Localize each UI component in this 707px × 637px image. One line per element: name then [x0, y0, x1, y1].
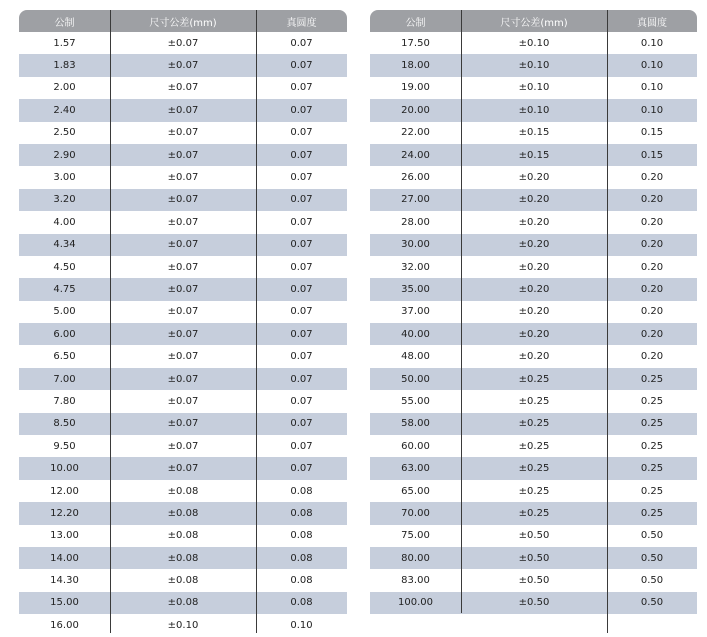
cell-nominal: 22.00	[401, 127, 430, 139]
cell-nominal: 35.00	[401, 283, 430, 295]
cell-tolerance: ±0.07	[167, 283, 199, 295]
cell-tolerance: ±0.20	[518, 283, 550, 295]
cell-roundness: 0.50	[640, 552, 664, 564]
cell-nominal: 75.00	[401, 530, 430, 542]
cell-nominal: 1.57	[53, 37, 76, 49]
cell-roundness: 0.08	[290, 552, 313, 564]
cell-roundness: 0.10	[640, 104, 664, 116]
cell-nominal: 9.50	[53, 440, 76, 452]
cell-roundness: 0.07	[290, 216, 313, 228]
cell-nominal: 19.00	[401, 82, 430, 94]
cell-roundness: 0.20	[640, 216, 664, 228]
cell-nominal: 26.00	[401, 172, 430, 184]
cell-tolerance: ±0.20	[518, 239, 550, 251]
header-nominal: 公制	[405, 17, 426, 29]
table-row	[19, 480, 347, 502]
tolerance-table-right	[370, 10, 697, 614]
table-row	[370, 413, 697, 435]
cell-roundness: 0.15	[640, 127, 664, 139]
cell-nominal: 65.00	[401, 485, 430, 497]
cell-tolerance: ±0.07	[167, 351, 199, 363]
cell-nominal: 63.00	[401, 463, 430, 475]
cell-roundness: 0.20	[640, 306, 664, 318]
cell-nominal: 27.00	[401, 194, 430, 206]
table-body	[370, 32, 697, 614]
cell-tolerance: ±0.07	[167, 60, 199, 72]
cell-tolerance: ±0.08	[167, 485, 199, 497]
cell-nominal: 4.75	[53, 283, 76, 295]
cell-tolerance: ±0.25	[518, 485, 550, 497]
cell-tolerance: ±0.20	[518, 172, 550, 184]
cell-roundness: 0.07	[290, 440, 313, 452]
cell-tolerance: ±0.15	[518, 149, 550, 161]
table-row	[370, 278, 697, 300]
table-row	[19, 592, 347, 614]
cell-tolerance: ±0.20	[518, 261, 550, 273]
table-row	[370, 144, 697, 166]
cell-tolerance: ±0.20	[518, 351, 550, 363]
cell-roundness: 0.07	[290, 328, 313, 340]
cell-tolerance: ±0.07	[167, 194, 199, 206]
cell-tolerance: ±0.50	[518, 575, 550, 587]
table-row	[370, 569, 697, 591]
cell-roundness: 0.07	[290, 60, 313, 72]
cell-tolerance: ±0.07	[167, 440, 199, 452]
column-divider	[256, 10, 257, 633]
cell-roundness: 0.07	[290, 283, 313, 295]
cell-tolerance: ±0.07	[167, 37, 199, 49]
cell-nominal: 24.00	[401, 149, 430, 161]
cell-roundness: 0.20	[640, 283, 664, 295]
header-tolerance: 尺寸公差(mm)	[500, 17, 568, 29]
table-row	[19, 301, 347, 323]
cell-roundness: 0.07	[290, 306, 313, 318]
tolerance-table-left	[19, 10, 347, 637]
table-row	[19, 234, 347, 256]
cell-tolerance: ±0.20	[518, 306, 550, 318]
cell-roundness: 0.08	[290, 530, 313, 542]
table-row	[19, 547, 347, 569]
cell-nominal: 28.00	[401, 216, 430, 228]
header-nominal: 公制	[54, 17, 75, 29]
cell-nominal: 4.00	[53, 216, 76, 228]
cell-nominal: 12.20	[50, 507, 79, 519]
cell-roundness: 0.07	[290, 172, 313, 184]
table-row	[19, 278, 347, 300]
cell-roundness: 0.07	[290, 239, 313, 251]
cell-roundness: 0.08	[290, 507, 313, 519]
table-row	[19, 99, 347, 121]
cell-roundness: 0.50	[640, 597, 664, 609]
cell-nominal: 14.00	[50, 552, 79, 564]
cell-roundness: 0.20	[640, 328, 664, 340]
cell-nominal: 16.00	[50, 619, 79, 631]
cell-tolerance: ±0.08	[167, 597, 199, 609]
cell-nominal: 5.00	[53, 306, 76, 318]
cell-tolerance: ±0.25	[518, 507, 550, 519]
cell-tolerance: ±0.20	[518, 216, 550, 228]
cell-roundness: 0.10	[640, 37, 664, 49]
cell-nominal: 17.50	[401, 37, 430, 49]
cell-tolerance: ±0.20	[518, 194, 550, 206]
cell-tolerance: ±0.50	[518, 597, 550, 609]
cell-roundness: 0.20	[640, 261, 664, 273]
table-header	[370, 10, 697, 32]
cell-roundness: 0.20	[640, 172, 664, 184]
cell-tolerance: ±0.25	[518, 440, 550, 452]
cell-nominal: 2.00	[53, 82, 76, 94]
cell-roundness: 0.50	[640, 575, 664, 587]
cell-tolerance: ±0.10	[518, 104, 550, 116]
table-row	[370, 547, 697, 569]
table-row	[19, 144, 347, 166]
cell-roundness: 0.08	[290, 485, 313, 497]
table-row	[370, 435, 697, 457]
cell-tolerance: ±0.20	[518, 328, 550, 340]
cell-roundness: 0.07	[290, 261, 313, 273]
cell-nominal: 14.30	[50, 575, 79, 587]
cell-roundness: 0.10	[290, 619, 313, 631]
table-row	[370, 457, 697, 479]
table-row	[19, 323, 347, 345]
cell-nominal: 12.00	[50, 485, 79, 497]
table-row	[370, 525, 697, 547]
cell-tolerance: ±0.07	[167, 463, 199, 475]
cell-tolerance: ±0.25	[518, 395, 550, 407]
table-row	[370, 54, 697, 76]
cell-tolerance: ±0.07	[167, 104, 199, 116]
cell-roundness: 0.25	[640, 395, 664, 407]
table-row	[19, 32, 347, 54]
cell-nominal: 2.50	[53, 127, 76, 139]
cell-nominal: 30.00	[401, 239, 430, 251]
cell-roundness: 0.15	[640, 149, 664, 161]
cell-nominal: 13.00	[50, 530, 79, 542]
cell-nominal: 100.00	[398, 597, 433, 609]
cell-tolerance: ±0.08	[167, 530, 199, 542]
cell-roundness: 0.10	[640, 60, 664, 72]
table-row	[19, 256, 347, 278]
cell-nominal: 60.00	[401, 440, 430, 452]
table-row	[19, 368, 347, 390]
table-row	[19, 54, 347, 76]
table-row	[19, 345, 347, 367]
cell-nominal: 58.00	[401, 418, 430, 430]
table-row	[19, 122, 347, 144]
cell-tolerance: ±0.10	[518, 60, 550, 72]
cell-nominal: 6.00	[53, 328, 76, 340]
cell-tolerance: ±0.07	[167, 127, 199, 139]
cell-nominal: 10.00	[50, 463, 79, 475]
cell-tolerance: ±0.07	[167, 149, 199, 161]
cell-roundness: 0.25	[640, 463, 664, 475]
table-row	[370, 345, 697, 367]
header-roundness: 真圆度	[637, 17, 667, 29]
table-body	[19, 32, 347, 637]
cell-tolerance: ±0.08	[167, 507, 199, 519]
cell-tolerance: ±0.08	[167, 575, 199, 587]
cell-roundness: 0.07	[290, 463, 313, 475]
table-row	[370, 480, 697, 502]
cell-roundness: 0.20	[640, 239, 664, 251]
cell-nominal: 55.00	[401, 395, 430, 407]
table-row	[19, 435, 347, 457]
table-row	[370, 390, 697, 412]
cell-nominal: 48.00	[401, 351, 430, 363]
table-row	[370, 502, 697, 524]
cell-tolerance: ±0.25	[518, 463, 550, 475]
cell-nominal: 3.00	[53, 172, 76, 184]
cell-nominal: 1.83	[53, 60, 76, 72]
table-row	[370, 189, 697, 211]
cell-roundness: 0.07	[290, 37, 313, 49]
table-row	[370, 256, 697, 278]
table-row	[19, 525, 347, 547]
cell-roundness: 0.20	[640, 194, 664, 206]
table-row	[19, 413, 347, 435]
column-divider	[607, 10, 608, 633]
cell-nominal: 20.00	[401, 104, 430, 116]
table-row	[19, 390, 347, 412]
header-roundness: 真圆度	[286, 17, 317, 29]
table-row	[370, 32, 697, 54]
cell-roundness: 0.25	[640, 418, 664, 430]
cell-nominal: 7.00	[53, 373, 76, 385]
cell-nominal: 18.00	[401, 60, 430, 72]
cell-tolerance: ±0.08	[167, 552, 199, 564]
header-tolerance: 尺寸公差(mm)	[149, 17, 217, 29]
cell-roundness: 0.08	[290, 575, 313, 587]
cell-roundness: 0.08	[290, 597, 313, 609]
cell-roundness: 0.50	[640, 530, 664, 542]
cell-tolerance: ±0.10	[518, 82, 550, 94]
cell-tolerance: ±0.25	[518, 418, 550, 430]
cell-nominal: 8.50	[53, 418, 76, 430]
cell-tolerance: ±0.50	[518, 552, 550, 564]
table-row	[370, 301, 697, 323]
cell-tolerance: ±0.07	[167, 239, 199, 251]
cell-nominal: 4.50	[53, 261, 76, 273]
cell-roundness: 0.07	[290, 194, 313, 206]
cell-tolerance: ±0.07	[167, 216, 199, 228]
cell-tolerance: ±0.07	[167, 373, 199, 385]
cell-tolerance: ±0.07	[167, 306, 199, 318]
cell-roundness: 0.07	[290, 395, 313, 407]
cell-tolerance: ±0.07	[167, 395, 199, 407]
cell-roundness: 0.25	[640, 485, 664, 497]
cell-nominal: 7.80	[53, 395, 76, 407]
cell-roundness: 0.07	[290, 127, 313, 139]
cell-tolerance: ±0.07	[167, 328, 199, 340]
cell-nominal: 6.50	[53, 351, 76, 363]
cell-tolerance: ±0.07	[167, 172, 199, 184]
cell-roundness: 0.10	[640, 82, 664, 94]
cell-tolerance: ±0.07	[167, 82, 199, 94]
table-row	[370, 234, 697, 256]
table-header	[19, 10, 347, 32]
cell-nominal: 83.00	[401, 575, 430, 587]
cell-roundness: 0.07	[290, 351, 313, 363]
table-row	[370, 99, 697, 121]
cell-nominal: 50.00	[401, 373, 430, 385]
cell-nominal: 70.00	[401, 507, 430, 519]
table-row	[19, 189, 347, 211]
cell-tolerance: ±0.50	[518, 530, 550, 542]
cell-nominal: 2.90	[53, 149, 76, 161]
cell-tolerance: ±0.10	[167, 619, 199, 631]
column-divider	[461, 10, 462, 613]
cell-roundness: 0.20	[640, 351, 664, 363]
table-row	[370, 77, 697, 99]
cell-roundness: 0.07	[290, 82, 313, 94]
cell-roundness: 0.25	[640, 373, 664, 385]
cell-nominal: 3.20	[53, 194, 76, 206]
cell-roundness: 0.25	[640, 507, 664, 519]
cell-nominal: 40.00	[401, 328, 430, 340]
table-row	[19, 457, 347, 479]
cell-tolerance: ±0.07	[167, 418, 199, 430]
table-row	[370, 166, 697, 188]
table-row	[19, 614, 347, 636]
cell-tolerance: ±0.15	[518, 127, 550, 139]
table-row	[19, 569, 347, 591]
cell-nominal: 2.40	[53, 104, 76, 116]
table-row	[370, 211, 697, 233]
cell-tolerance: ±0.07	[167, 261, 199, 273]
table-row	[370, 368, 697, 390]
cell-roundness: 0.07	[290, 149, 313, 161]
table-row	[370, 323, 697, 345]
cell-nominal: 37.00	[401, 306, 430, 318]
cell-tolerance: ±0.25	[518, 373, 550, 385]
cell-roundness: 0.07	[290, 418, 313, 430]
cell-roundness: 0.25	[640, 440, 664, 452]
table-row	[19, 502, 347, 524]
cell-nominal: 15.00	[50, 597, 79, 609]
cell-nominal: 32.00	[401, 261, 430, 273]
cell-nominal: 80.00	[401, 552, 430, 564]
table-row	[370, 592, 697, 614]
table-row	[370, 122, 697, 144]
table-row	[19, 166, 347, 188]
cell-roundness: 0.07	[290, 373, 313, 385]
table-row	[19, 211, 347, 233]
cell-nominal: 4.34	[53, 239, 76, 251]
cell-tolerance: ±0.10	[518, 37, 550, 49]
cell-roundness: 0.07	[290, 104, 313, 116]
column-divider	[110, 10, 111, 633]
table-row	[19, 77, 347, 99]
